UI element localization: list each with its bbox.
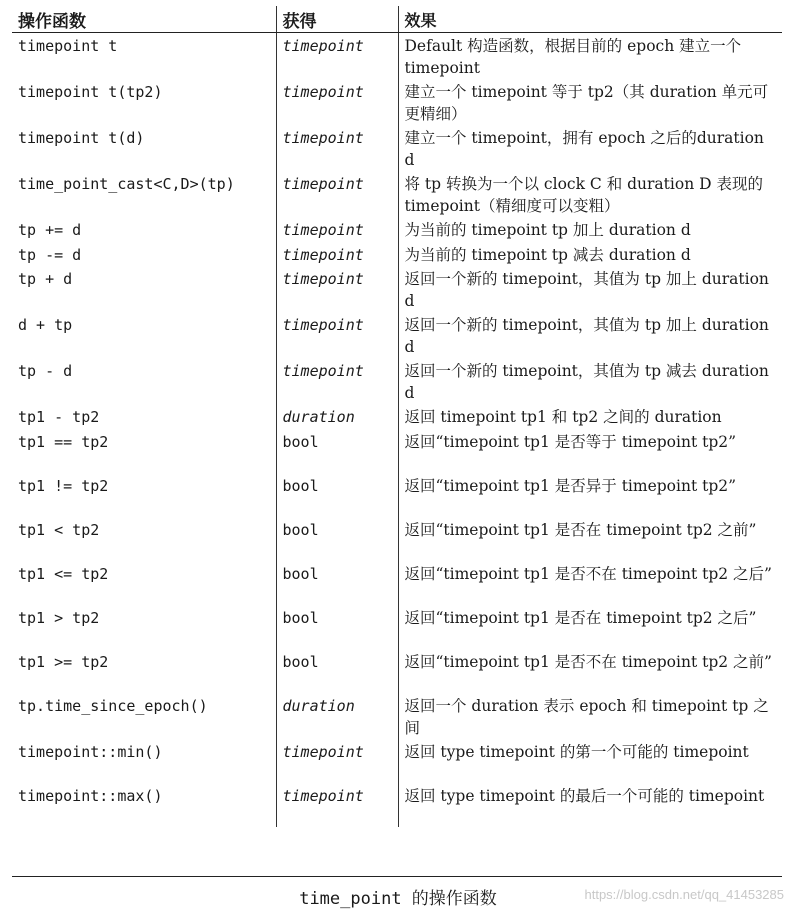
table-row bbox=[12, 473, 782, 517]
table-row bbox=[12, 783, 782, 827]
operation-cell: timepoint t bbox=[12, 33, 276, 80]
operation-cell: tp += d bbox=[12, 217, 276, 242]
table-body bbox=[12, 33, 782, 827]
effect-cell: 返回一个 duration 表示 epoch 和 timepoint tp 之间 bbox=[404, 696, 769, 737]
effect-cell: 返回“timepoint tp1 是否在 timepoint tp2 之前” bbox=[404, 520, 757, 539]
table-bottom-rule bbox=[12, 876, 782, 877]
result-cell: timepoint bbox=[276, 739, 398, 783]
operation-cell: tp1 >= tp2 bbox=[12, 649, 276, 693]
header-result: 获得 bbox=[276, 6, 398, 33]
table-row bbox=[12, 125, 782, 171]
effect-cell: Default 构造函数，根据目前的 epoch 建立一个 timepoint bbox=[404, 37, 742, 77]
result-cell: timepoint bbox=[276, 79, 398, 125]
operation-cell: timepoint t(d) bbox=[12, 125, 276, 171]
result-cell: timepoint bbox=[276, 125, 398, 171]
table-row bbox=[12, 312, 782, 358]
effect-cell: 将 tp 转换为一个以 clock C 和 duration D 表现的 timepoint（精细度可以变粗） bbox=[404, 175, 763, 215]
operation-cell: tp1 == tp2 bbox=[12, 429, 276, 473]
table-row bbox=[12, 693, 782, 739]
header-operation: 操作函数 bbox=[12, 6, 276, 33]
effect-cell: 返回 type timepoint 的第一个可能的 timepoint bbox=[404, 742, 749, 761]
table-header-row bbox=[12, 6, 782, 33]
effect-cell: 返回“timepoint tp1 是否异于 timepoint tp2” bbox=[404, 476, 737, 495]
table-row bbox=[12, 739, 782, 783]
table-row bbox=[12, 561, 782, 605]
table-row bbox=[12, 79, 782, 125]
operation-cell: tp1 != tp2 bbox=[12, 473, 276, 517]
result-cell: timepoint bbox=[276, 358, 398, 404]
result-cell: duration bbox=[276, 404, 398, 429]
table-row bbox=[12, 266, 782, 312]
effect-cell: 返回一个新的 timepoint，其值为 tp 加上 duration d bbox=[404, 270, 769, 310]
operations-table bbox=[12, 6, 782, 827]
table-caption: time_point 的操作函数 bbox=[299, 889, 497, 909]
operation-cell: tp + d bbox=[12, 266, 276, 312]
effect-cell: 返回 timepoint tp1 和 tp2 之间的 duration bbox=[404, 408, 722, 426]
table-row bbox=[12, 242, 782, 267]
result-cell: bool bbox=[276, 473, 398, 517]
header-effect: 效果 bbox=[398, 6, 782, 33]
result-cell: timepoint bbox=[276, 217, 398, 242]
table-row bbox=[12, 517, 782, 561]
table-row bbox=[12, 33, 782, 80]
result-cell: bool bbox=[276, 561, 398, 605]
effect-cell: 返回一个新的 timepoint，其值为 tp 减去 duration d bbox=[404, 362, 769, 402]
result-cell: timepoint bbox=[276, 33, 398, 80]
table-row bbox=[12, 605, 782, 649]
result-cell: timepoint bbox=[276, 266, 398, 312]
operation-cell: time_point_cast<C,D>(tp) bbox=[12, 171, 276, 217]
watermark-text: https://blog.csdn.net/qq_41453285 bbox=[584, 887, 784, 902]
operation-cell: tp1 - tp2 bbox=[12, 404, 276, 429]
effect-cell: 返回“timepoint tp1 是否等于 timepoint tp2” bbox=[404, 432, 737, 451]
effect-cell: 为当前的 timepoint tp 加上 duration d bbox=[404, 221, 691, 239]
effect-cell: 建立一个 timepoint 等于 tp2（其 duration 单元可更精细） bbox=[404, 83, 769, 123]
operation-cell: d + tp bbox=[12, 312, 276, 358]
result-cell: duration bbox=[276, 693, 398, 739]
operation-cell: tp - d bbox=[12, 358, 276, 404]
result-cell: timepoint bbox=[276, 242, 398, 267]
operation-cell: tp1 <= tp2 bbox=[12, 561, 276, 605]
result-cell: bool bbox=[276, 429, 398, 473]
operation-cell: tp1 > tp2 bbox=[12, 605, 276, 649]
table-row bbox=[12, 429, 782, 473]
result-cell: bool bbox=[276, 605, 398, 649]
effect-cell: 返回“timepoint tp1 是否在 timepoint tp2 之后” bbox=[404, 608, 757, 627]
table-row bbox=[12, 217, 782, 242]
effect-cell: 返回“timepoint tp1 是否不在 timepoint tp2 之后” bbox=[404, 564, 772, 583]
table-row bbox=[12, 404, 782, 429]
result-cell: timepoint bbox=[276, 171, 398, 217]
operation-cell: timepoint t(tp2) bbox=[12, 79, 276, 125]
table-row bbox=[12, 358, 782, 404]
effect-cell: 返回 type timepoint 的最后一个可能的 timepoint bbox=[404, 786, 765, 805]
operation-cell: timepoint::max() bbox=[12, 783, 276, 827]
effect-cell: 返回“timepoint tp1 是否不在 timepoint tp2 之前” bbox=[404, 652, 772, 671]
result-cell: timepoint bbox=[276, 783, 398, 827]
operation-cell: tp1 < tp2 bbox=[12, 517, 276, 561]
effect-cell: 为当前的 timepoint tp 减去 duration d bbox=[404, 245, 691, 264]
operation-cell: timepoint::min() bbox=[12, 739, 276, 783]
table-row bbox=[12, 171, 782, 217]
effect-cell: 返回一个新的 timepoint，其值为 tp 加上 duration d bbox=[404, 316, 769, 356]
operation-cell: tp -= d bbox=[12, 242, 276, 267]
table-row bbox=[12, 649, 782, 693]
operation-cell: tp.time_since_epoch() bbox=[12, 693, 276, 739]
result-cell: bool bbox=[276, 517, 398, 561]
result-cell: timepoint bbox=[276, 312, 398, 358]
result-cell: bool bbox=[276, 649, 398, 693]
effect-cell: 建立一个 timepoint，拥有 epoch 之后的duration d bbox=[404, 129, 764, 169]
